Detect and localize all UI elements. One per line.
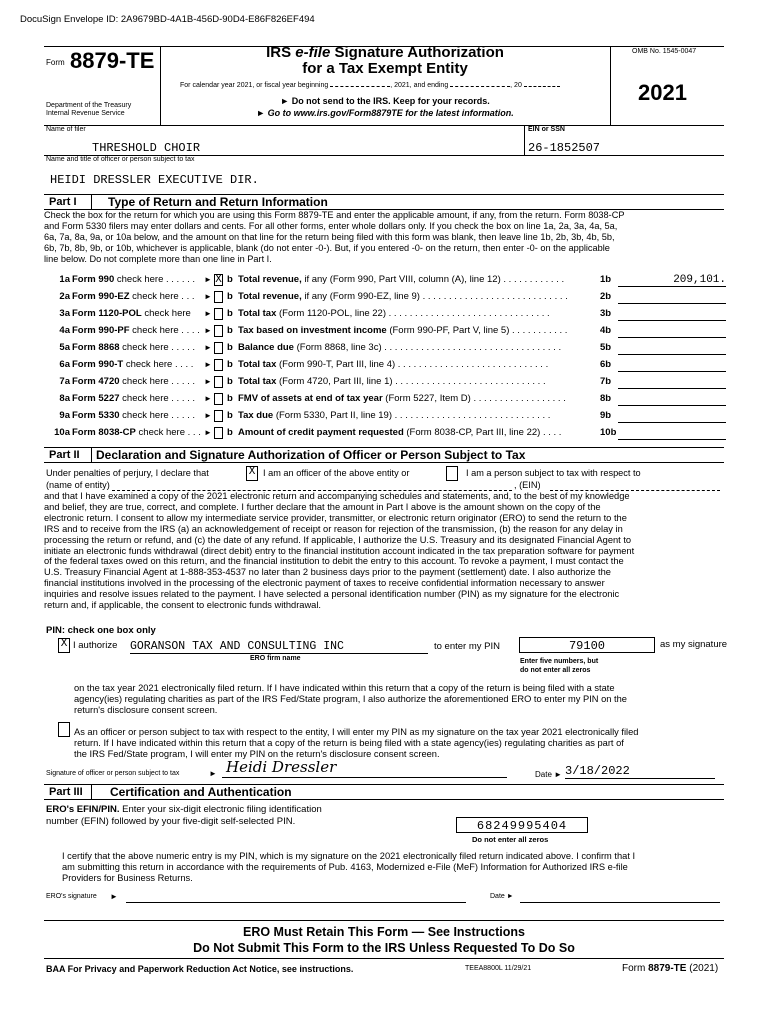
part1-intro-line: line below. Do not complete more than one line in Part I. xyxy=(44,254,272,264)
line-b-letter: b xyxy=(227,308,233,319)
officer-checkbox[interactable]: X xyxy=(246,466,258,481)
certify-line: Providers for Business Returns. xyxy=(62,873,193,883)
line-b-letter: b xyxy=(227,410,233,421)
arrow-icon: ► xyxy=(204,411,212,420)
declaration-line: and belief, they are true, correct, and complete. I further declare that the amount in Part I above is the amount shown on the copy of the xyxy=(44,501,601,512)
declaration-line: financial institutions involved in the processing of the electronic payment of taxes to receive confidential information necessary to answer xyxy=(44,578,605,589)
check-here-text: check here xyxy=(141,308,191,319)
filer-name-label: Name of filer xyxy=(46,126,86,133)
amount-field[interactable] xyxy=(618,427,726,440)
line-description xyxy=(238,391,598,407)
form-check-label xyxy=(72,391,222,407)
line-b-letter: b xyxy=(227,274,233,285)
amount-field[interactable] xyxy=(618,410,726,423)
description-text: if any (Form 990-EZ, line 9) . . . . . . . . . . . . . . . . . . . . . . . . . . . . xyxy=(301,291,568,302)
arrow-icon: ► xyxy=(204,275,212,284)
form-reference xyxy=(622,963,718,974)
form-check-label xyxy=(72,272,222,288)
omb-number: OMB No. 1545-0047 xyxy=(632,48,697,55)
signature-date[interactable]: 3/18/2022 xyxy=(565,764,715,779)
description-bold: Total revenue, xyxy=(238,274,302,285)
signature-label: Signature of officer or person subject to tax xyxy=(46,770,180,777)
line-description xyxy=(238,408,598,424)
person-text: I am a person subject to tax with respect to xyxy=(466,468,641,478)
officer-text: I am an officer of the above entity or xyxy=(263,468,410,478)
form-name: Form 990-EZ xyxy=(72,291,130,302)
form-ref-number: 8879-TE xyxy=(648,963,687,974)
dept-line2: Internal Revenue Service xyxy=(46,110,125,117)
description-text: (Form 8868, line 3c) . . . . . . . . . . . . . . . . . . . . . . . . . . . . . . . . . . xyxy=(293,342,562,353)
form-name: Form 8868 xyxy=(72,342,120,353)
check-here-text: check here . . . . . xyxy=(119,376,196,387)
authorize-ero-checkbox[interactable]: X xyxy=(58,638,70,653)
pin-note-2: do not enter all zeros xyxy=(520,667,591,674)
i-authorize-label: I authorize xyxy=(73,640,118,651)
form-name: Form 990-T xyxy=(72,359,124,370)
officer-enter-pin-checkbox[interactable] xyxy=(58,722,70,737)
part2-declaration xyxy=(44,491,728,611)
certify-line: am submitting this return in accordance with the requirements of Pub. 4163, Modernized e-File (MeF) Information for Authorized IRS e-file xyxy=(62,862,628,872)
description-text: (Form 5330, Part II, line 19) . . . . . . . . . . . . . . . . . . . . . . . . . . . . . . xyxy=(273,410,551,421)
calendar-end-label: , 20 xyxy=(510,82,522,89)
arrow-icon: ► xyxy=(204,377,212,386)
declaration-line: initiate an electronic funds withdrawal (direct debit) entry to the financial institution account indicated in the tax preparation software for payment xyxy=(44,545,635,556)
description-text: (Form 5227, Item D) . . . . . . . . . . . . . . . . . . xyxy=(382,393,566,404)
line-b-letter: b xyxy=(227,376,233,387)
officer-pin-field[interactable]: 79100 xyxy=(519,637,655,653)
instruction-go-to: ► Go to www.irs.gov/Form8879TE for the latest information. xyxy=(256,108,514,118)
amount-field[interactable] xyxy=(618,325,726,338)
amount-field[interactable] xyxy=(618,376,726,389)
baa-notice: BAA For Privacy and Paperwork Reduction Act Notice, see instructions. xyxy=(46,964,354,974)
under-penalties: Under penalties of perjury, I declare that xyxy=(46,468,209,478)
part1-line-8 xyxy=(44,391,734,407)
on-tax-year-line: agency(ies) regulating charities as part of the IRS Fed/State program, I also authorize the aforementioned ERO to enter my PIN on the xyxy=(74,694,627,704)
pin-note-1: Enter five numbers, but xyxy=(520,658,599,665)
ero-signature-field[interactable] xyxy=(126,890,466,903)
retain-notice: ERO Must Retain This Form — See Instructions xyxy=(243,925,525,939)
ero-firm-label: ERO firm name xyxy=(250,655,301,662)
declaration-line: of the federal taxes owed on this return, and the financial institution to debit the entry to this account. To revoke a payment, I must contact the xyxy=(44,556,624,567)
arrow-icon: ► xyxy=(204,428,212,437)
check-here-text: check here . . . xyxy=(129,291,195,302)
date-label: Date ► xyxy=(535,770,563,779)
check-here-text: check here . . . . xyxy=(129,325,200,336)
person-checkbox[interactable] xyxy=(446,466,458,481)
form-check-label xyxy=(72,408,222,424)
form-check-label xyxy=(72,289,222,305)
efin-text-line2: number (EFIN) followed by your five-digit self-selected PIN. xyxy=(46,816,296,827)
description-bold: Total tax xyxy=(238,308,277,319)
line-number: 8a xyxy=(59,393,70,404)
form-checkbox[interactable] xyxy=(214,308,223,320)
amount-field[interactable] xyxy=(618,359,726,372)
line-number: 1a xyxy=(59,274,70,285)
description-text: if any (Form 990, Part VIII, column (A), line 12) . . . . . . . . . . . . xyxy=(301,274,565,285)
ero-efin-pin-field[interactable]: 68249995404 xyxy=(456,817,588,833)
form-check-label xyxy=(72,357,222,373)
line-description xyxy=(238,357,598,373)
part3-title: Certification and Authentication xyxy=(110,785,292,799)
officer-enter-pin-text xyxy=(74,727,724,760)
form-name: Form 1120-POL xyxy=(72,308,142,319)
description-bold: Tax due xyxy=(238,410,274,421)
line-b-number: 8b xyxy=(600,393,612,404)
line-b-letter: b xyxy=(227,393,233,404)
ein-value: 26-1852507 xyxy=(528,141,601,155)
description-text: (Form 1120-POL, line 22) . . . . . . . . . . . . . . . . . . . . . . . . . . . . . . . xyxy=(276,308,550,319)
form-ref-word: Form xyxy=(622,963,649,974)
description-text: (Form 8038-CP, Part III, line 22) . . . . xyxy=(403,427,562,438)
title-line2: for a Tax Exempt Entity xyxy=(302,60,468,77)
instruction-do-not-send: ► Do not send to the IRS. Keep for your records. xyxy=(280,96,490,106)
form-checkbox[interactable] xyxy=(214,393,223,405)
part1-line-10 xyxy=(44,425,734,441)
part1-line-7 xyxy=(44,374,734,390)
declaration-line: U.S. Treasury Financial Agent at 1-888-353-4537 no later than 2 business days prior to the payment (settlement) date. I also authorize the xyxy=(44,567,611,578)
declaration-line: inquiries and resolve issues related to the payment. I have selected a personal identification number (PIN) as my signature for the electronic xyxy=(44,589,620,600)
check-here-text: check here . . . xyxy=(135,427,201,438)
line-description xyxy=(238,340,598,356)
amount-field[interactable] xyxy=(618,291,726,304)
part2-header xyxy=(44,447,724,463)
amount-field[interactable] xyxy=(618,393,726,406)
line-b-letter: b xyxy=(227,325,233,336)
line-description xyxy=(238,323,598,339)
line-b-letter: b xyxy=(227,427,233,438)
line-b-number: 9b xyxy=(600,410,612,421)
name-of-entity-label: (name of entity) xyxy=(46,480,110,490)
form-checkbox[interactable]: X xyxy=(215,274,222,286)
line-b-number: 1b xyxy=(600,274,612,285)
line-b-number: 5b xyxy=(600,342,612,353)
description-bold: FMV of assets at end of tax year xyxy=(238,393,383,404)
part1-intro-line: and Form 5330 filers may enter dollars and cents. For all other forms, enter whole dollars only. If you check the box on line 1a, 2a, 3a, 4a, 5a, xyxy=(44,221,618,231)
form-name: Form 5227 xyxy=(72,393,120,404)
form-name: Form 8038-CP xyxy=(72,427,136,438)
line-description xyxy=(238,425,598,441)
ero-signature-arrow-icon: ► xyxy=(110,892,118,901)
part1-line-2 xyxy=(44,289,734,305)
do-not-submit-notice: Do Not Submit This Form to the IRS Unless Requested To Do So xyxy=(193,941,575,955)
description-bold: Amount of credit payment requested xyxy=(238,427,404,438)
envelope-id: DocuSign Envelope ID: 2A9679BD-4A1B-456D-90D4-E86F826EF494 xyxy=(20,14,315,25)
check-here-text: check here . . . . . xyxy=(119,342,196,353)
officer-label: Name and title of officer or person subject to tax xyxy=(46,156,195,163)
form-checkbox[interactable] xyxy=(214,342,223,354)
line-number: 4a xyxy=(59,325,70,336)
calendar-line xyxy=(180,82,560,89)
title-efile: e-file xyxy=(295,44,331,61)
on-tax-year-line: return's disclosure consent screen. xyxy=(74,705,218,715)
form-title xyxy=(175,45,595,77)
line-b-number: 2b xyxy=(600,291,612,302)
check-here-text: check here . . . . xyxy=(123,359,194,370)
line-number: 9a xyxy=(59,410,70,421)
part1-line-5 xyxy=(44,340,734,356)
form-check-label xyxy=(72,306,222,322)
efin-text-line1: Enter your six-digit electronic filing identification xyxy=(119,804,322,815)
declaration-line: return and, if applicable, the consent to electronic funds withdrawal. xyxy=(44,600,322,611)
part1-title: Type of Return and Return Information xyxy=(108,195,328,209)
certify-text xyxy=(62,851,722,884)
part1-line-9 xyxy=(44,408,734,424)
officer-name: HEIDI DRESSLER EXECUTIVE DIR. xyxy=(50,173,259,187)
line-b-letter: b xyxy=(227,291,233,302)
ero-date-field[interactable] xyxy=(520,890,720,903)
amount-field[interactable] xyxy=(618,308,726,321)
part1-intro-line: 6b, 7b, 8b, 9b, or 10b, whichever is applicable, blank (do not enter -0-). But, if you entered -0- on the return, then enter -0- on the applicable xyxy=(44,243,610,253)
dept-line1: Department of the Treasury xyxy=(46,102,132,109)
description-bold: Total tax xyxy=(238,359,277,370)
line-number: 7a xyxy=(59,376,70,387)
form-number: 8879-TE xyxy=(70,48,155,73)
arrow-icon: ► xyxy=(204,292,212,301)
line-b-number: 3b xyxy=(600,308,612,319)
declaration-line: electronic return. I consent to allow my intermediate service provider, transmitter, or electronic return originator (ERO) to send the return to the xyxy=(44,512,627,523)
part2-title: Declaration and Signature Authorization of Officer or Person Subject to Tax xyxy=(96,448,526,462)
form-checkbox[interactable] xyxy=(214,325,223,337)
tax-year: 2021 xyxy=(638,80,687,105)
arrow-icon: ► xyxy=(204,343,212,352)
form-name: Form 5330 xyxy=(72,410,120,421)
arrow-icon: ► xyxy=(204,309,212,318)
ero-signature-label: ERO's signature xyxy=(46,893,97,900)
part3-header xyxy=(44,784,724,800)
form-checkbox[interactable] xyxy=(214,410,223,422)
line-b-number: 6b xyxy=(600,359,612,370)
arrow-icon: ► xyxy=(204,326,212,335)
amount-field[interactable] xyxy=(618,342,726,355)
line-b-letter: b xyxy=(227,359,233,370)
arrow-icon: ► xyxy=(204,360,212,369)
part1-intro-line: Check the box for the return for which you are using this Form 8879-TE and enter the applicable amount, if any, from the return. Form 8038-CP xyxy=(44,210,625,220)
description-text: (Form 990-PF, Part V, line 5) . . . . . . . . . . . xyxy=(386,325,568,336)
part1-line-3 xyxy=(44,306,734,322)
part1-line-6 xyxy=(44,357,734,373)
pin-heading: PIN: check one box only xyxy=(46,625,156,636)
description-text: (Form 4720, Part III, line 1) . . . . . . . . . . . . . . . . . . . . . . . . . . . . . xyxy=(276,376,546,387)
calendar-mid-label: , 2021, and ending xyxy=(390,82,449,89)
calendar-begin-label: For calendar year 2021, or fiscal year beginning xyxy=(180,82,329,89)
line-number: 2a xyxy=(59,291,70,302)
line-description xyxy=(238,306,598,322)
arrow-icon: ► xyxy=(204,394,212,403)
description-text: (Form 990-T, Part III, line 4) . . . . . . . . . . . . . . . . . . . . . . . . . . . . . xyxy=(276,359,549,370)
form-checkbox[interactable] xyxy=(214,359,223,371)
officer-signature[interactable]: Heidi Dressler xyxy=(222,758,507,778)
to-enter-pin-label: to enter my PIN xyxy=(434,641,500,652)
part1-line-4 xyxy=(44,323,734,339)
ero-firm-name[interactable]: GORANSON TAX AND CONSULTING INC xyxy=(130,640,428,654)
form-checkbox[interactable] xyxy=(214,376,223,388)
as-my-signature-label: as my signature xyxy=(660,639,728,650)
form-name: Form 990-PF xyxy=(72,325,130,336)
officer-pin-line: return. If I have indicated within this return that a copy of the return is being filed with a state agency(ies) regulating charities as part of xyxy=(74,738,624,748)
line-description xyxy=(238,289,598,305)
description-bold: Total tax xyxy=(238,376,277,387)
part1-intro-line: 6a, 7a, 8a, 9a, or 10a below, and the amount on that line for the return being filed with this form was blank, then leave line 1b, 2b, 3b, 4b, 5b, xyxy=(44,232,615,242)
on-tax-year-line: on the tax year 2021 electronically filed return. If I have indicated within this return that a copy of the return is being filed with a state xyxy=(74,683,615,693)
declaration-line: IRS and to receive from the IRS (a) an acknowledgement of receipt or reason for rejection of the transmission, (b) the reason for any delay in xyxy=(44,523,623,534)
line-number: 3a xyxy=(59,308,70,319)
signature-arrow-icon: ► xyxy=(209,769,217,778)
officer-pin-line: the IRS Fed/State program, I will enter my PIN on the return's disclosure consent screen. xyxy=(74,749,440,759)
form-word: Form xyxy=(46,58,65,67)
part2-label: Part II xyxy=(44,448,92,462)
ein-paren-label: , (EIN) xyxy=(514,480,541,490)
form-check-label xyxy=(72,374,222,390)
officer-pin-line: As an officer or person subject to tax with respect to the entity, I will enter my PIN as my signature on the tax year 2021 electronically filed xyxy=(74,727,639,737)
check-here-text: check here . . . . . . xyxy=(114,274,196,285)
title-suffix: Signature Authorization xyxy=(330,44,504,61)
check-here-text: check here . . . . . xyxy=(119,410,196,421)
part1-header xyxy=(44,194,724,210)
line-b-number: 10b xyxy=(600,427,617,438)
line-number: 10a xyxy=(54,427,70,438)
declaration-line: processing the return or refund, and (c) the date of any refund. If applicable, I authorize the U.S. Treasury and its designated Financial Agent to xyxy=(44,534,632,545)
on-tax-year-text xyxy=(74,683,724,716)
form-name: Form 4720 xyxy=(72,376,120,387)
form-checkbox[interactable] xyxy=(214,291,223,303)
filer-name: THRESHOLD CHOIR xyxy=(92,141,201,155)
part3-label: Part III xyxy=(44,785,92,799)
line-description xyxy=(238,374,598,390)
efin-bold-label: ERO's EFIN/PIN. xyxy=(46,804,120,815)
efin-note: Do not enter all zeros xyxy=(472,835,549,844)
amount-field[interactable]: 209,101. xyxy=(618,274,726,287)
efin-instructions xyxy=(46,804,322,828)
form-check-label xyxy=(72,323,222,339)
declaration-line: and that I have examined a copy of the 2021 electronic return and accompanying schedules and statements, and, to the best of my knowledge xyxy=(44,491,630,501)
line-b-number: 7b xyxy=(600,376,612,387)
part1-label: Part I xyxy=(44,195,92,209)
certify-line: I certify that the above numeric entry is my PIN, which is my signature on the 2021 electronically filed return indicated above. I confirm that I xyxy=(62,851,636,861)
form-ref-year: (2021) xyxy=(686,963,719,974)
form-checkbox[interactable] xyxy=(214,427,223,439)
description-bold: Tax based on investment income xyxy=(238,325,387,336)
line-number: 5a xyxy=(59,342,70,353)
form-name: Form 990 xyxy=(72,274,115,285)
line-b-letter: b xyxy=(227,342,233,353)
line-b-number: 4b xyxy=(600,325,612,336)
line-description xyxy=(238,272,598,288)
form-check-label xyxy=(72,340,222,356)
part1-intro xyxy=(44,210,728,265)
description-bold: Total revenue, xyxy=(238,291,302,302)
form-check-label xyxy=(72,425,222,441)
check-here-text: check here . . . . . xyxy=(119,393,196,404)
description-bold: Balance due xyxy=(238,342,294,353)
ero-date-label: Date ► xyxy=(490,893,514,900)
line-number: 6a xyxy=(59,359,70,370)
part1-line-1 xyxy=(44,272,734,288)
title-prefix: IRS xyxy=(266,44,296,61)
form-code: TEEA8800L 11/29/21 xyxy=(465,965,532,972)
ein-label: EIN or SSN xyxy=(528,126,565,133)
